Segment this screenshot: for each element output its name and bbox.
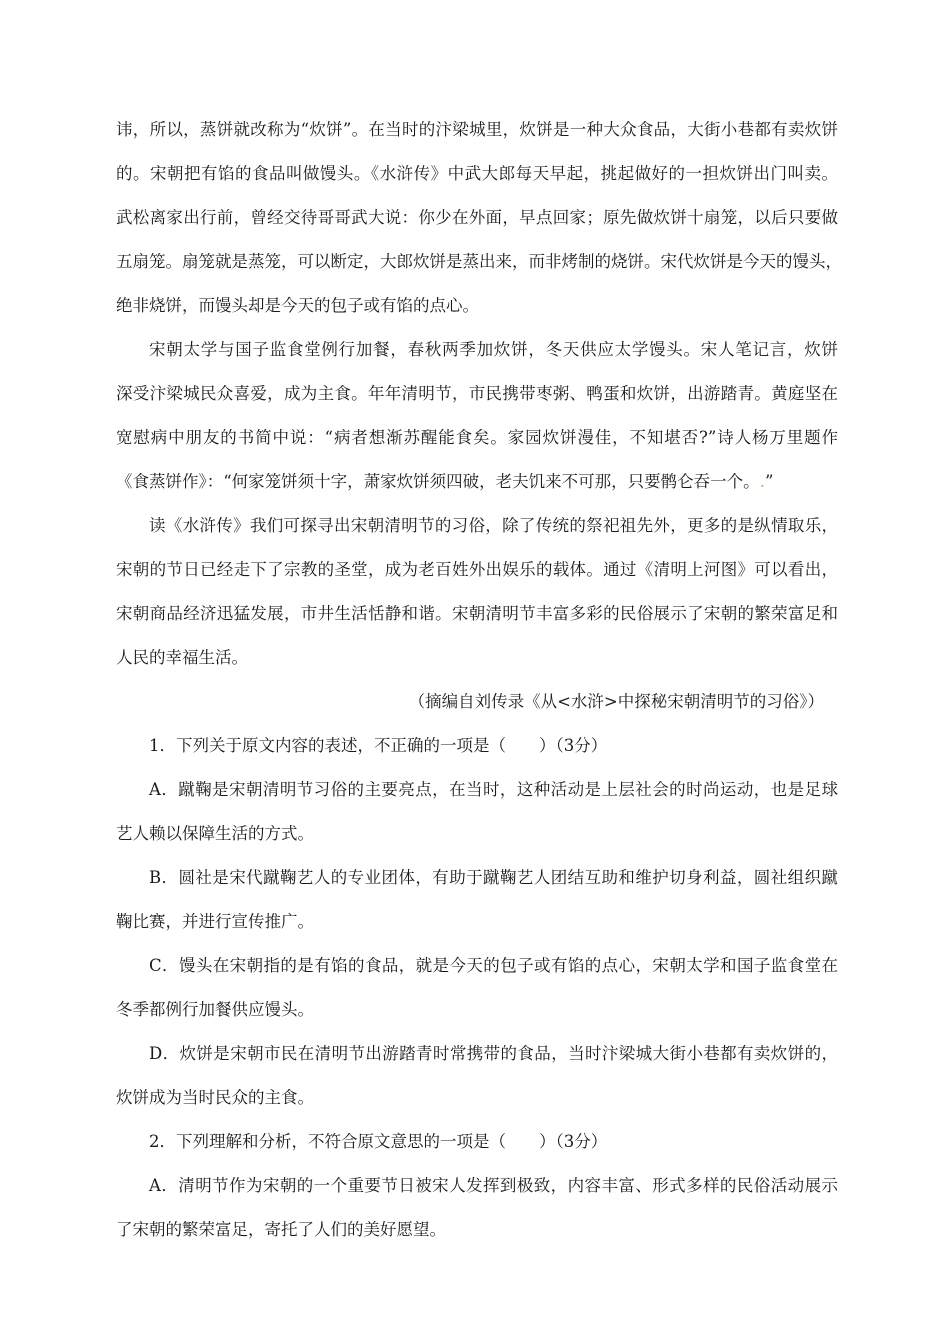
question-1-option-a-cont: 艺人赖以保障生活的方式。 xyxy=(116,824,314,843)
passage-line-text: 《食蒸饼作》：“何家笼饼须十字，萧家炊饼须四破，老夫饥来不可那，只要鹘仑吞一个。 xyxy=(116,472,760,491)
passage-line: 宋朝商品经济迅猛发展，市井生活恬静和谐。宋朝清明节丰富多彩的民俗展示了宋朝的繁荣富足和 xyxy=(116,604,838,623)
question-1-option-b-cont: 鞠比赛，并进行宣传推广。 xyxy=(116,912,314,931)
passage-line: 讳，所以，蒸饼就改称为“炊饼”。在当时的汴梁城里，炊饼是一种大众食品，大街小巷都有卖炊饼 xyxy=(116,120,838,139)
question-1-option-c-cont: 冬季都例行加餐供应馒头。 xyxy=(116,1000,314,1019)
passage-line xyxy=(116,460,838,504)
question-2-stem: 2．下列理解和分析，不符合原文意思的一项是（ ）（3分） xyxy=(149,1132,608,1151)
question-1-option-a: A．蹴鞠是宋朝清明节习俗的主要亮点，在当时，这种活动是上层社会的时尚运动，也是足球 xyxy=(149,780,838,799)
passage-line: 深受汴梁城民众喜爱，成为主食。年年清明节，市民携带枣粥、鸭蛋和炊饼，出游踏青。黄庭坚在 xyxy=(116,384,838,403)
passage-line: 人民的幸福生活。 xyxy=(116,648,248,667)
question-2-option-a-cont: 了宋朝的繁荣富足，寄托了人们的美好愿望。 xyxy=(116,1220,446,1239)
passage-line: 的。宋朝把有馅的食品叫做馒头。《水浒传》中武大郎每天早起，挑起做好的一担炊饼出门叫卖。 xyxy=(116,164,838,183)
source-citation: （摘编自刘传录《从<水浒>中探秘宋朝清明节的习俗》） xyxy=(408,692,824,711)
dot-mark: . xyxy=(759,472,765,491)
question-1-stem: 1．下列关于原文内容的表述，不正确的一项是（ ）（3分） xyxy=(149,736,608,755)
passage-line: 武松离家出行前，曾经交待哥哥武大说：你少在外面，早点回家；原先做炊饼十扇笼，以后只要做 xyxy=(116,208,838,227)
passage-line: 读《水浒传》我们可探寻出宋朝清明节的习俗，除了传统的祭祀祖先外，更多的是纵情取乐， xyxy=(149,516,838,535)
passage-line: 宋朝的节日已经走下了宗教的圣堂，成为老百姓外出娱乐的载体。通过《清明上河图》可以看出， xyxy=(116,560,838,579)
question-1-option-c: C．馒头在宋朝指的是有馅的食品，就是今天的包子或有馅的点心，宋朝太学和国子监食堂在 xyxy=(149,956,838,975)
passage-line: 五扇笼。扇笼就是蒸笼，可以断定，大郎炊饼是蒸出来，而非烤制的烧饼。宋代炊饼是今天的馒头， xyxy=(116,252,842,271)
passage-line: 绝非烧饼，而馒头却是今天的包子或有馅的点心。 xyxy=(116,296,479,315)
question-1-option-b: B．圆社是宋代蹴鞠艺人的专业团体，有助于蹴鞠艺人团结互助和维护切身利益，圆社组织蹴 xyxy=(149,868,838,887)
passage-line: 宋朝太学与国子监食堂例行加餐，春秋两季加炊饼，冬天供应太学馒头。宋人笔记言，炊饼 xyxy=(149,340,838,359)
question-2-option-a: A．清明节作为宋朝的一个重要节日被宋人发挥到极致，内容丰富、形式多样的民俗活动展示 xyxy=(149,1176,838,1195)
passage-line: 宽慰病中朋友的书简中说：“病者想渐苏醒能食矣。家园炊饼漫佳，不知堪否?”诗人杨万里题作 xyxy=(116,428,838,447)
document-page xyxy=(116,108,842,1252)
question-1-option-d: D．炊饼是宋朝市民在清明节出游踏青时常携带的食品，当时汴梁城大街小巷都有卖炊饼的， xyxy=(149,1044,838,1063)
question-1-option-d-cont: 炊饼成为当时民众的主食。 xyxy=(116,1088,314,1107)
closing-quote: ” xyxy=(764,472,774,491)
